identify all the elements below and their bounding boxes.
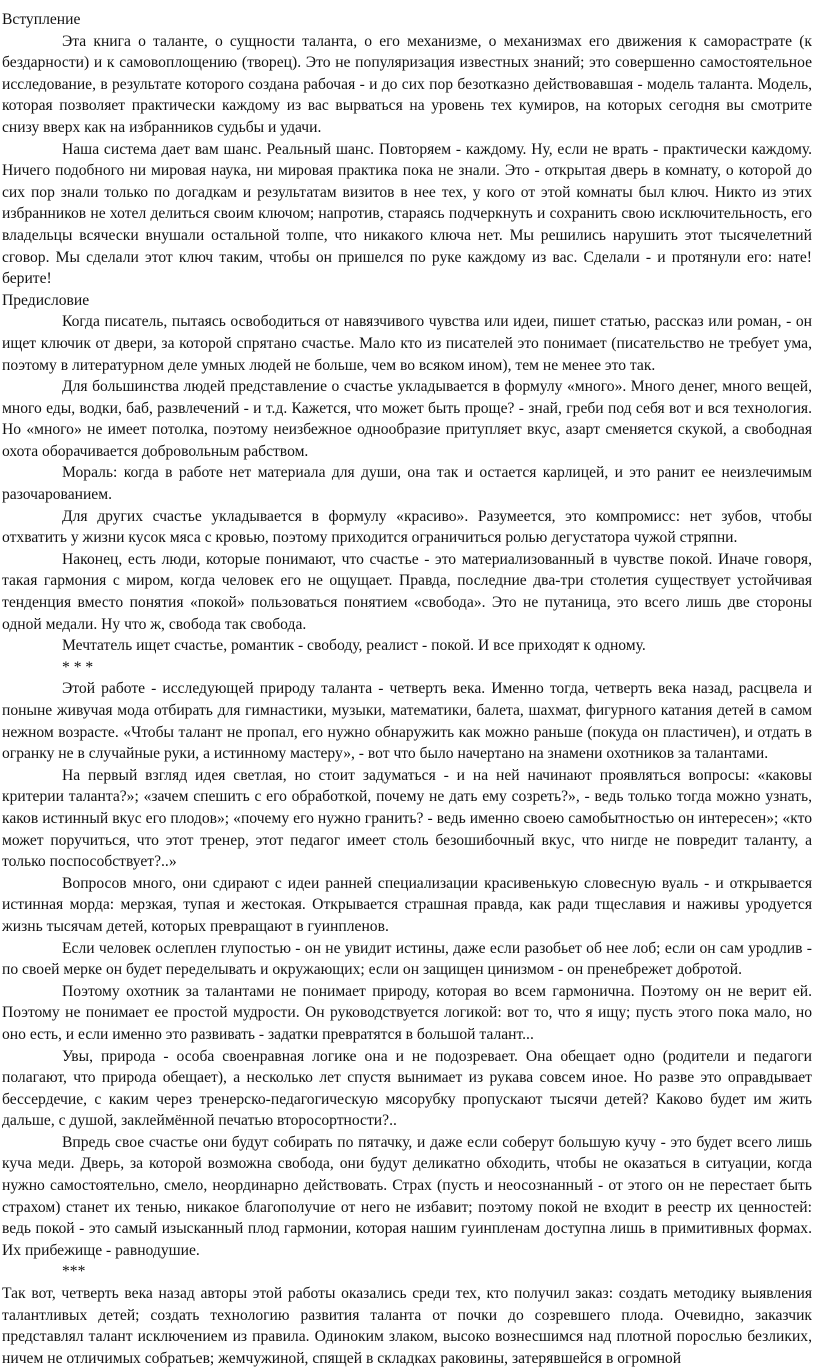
body-paragraph-6: Увы, природа - особа своенравная логике она и не подозревает. Она обещает одно (родители и педагоги полагают, что природа обещает), а несколько лет спустя вынимает из рукава совсем иное. Но разве это оправдывает бессердечие, с каким через тренерско-педагогическую мясорубку пропускают тысячи детей? Каково будет им жить дальше, с душой, заклеймённой печатью второсортности?..	[2, 1047, 812, 1130]
preface-paragraph-1: Когда писатель, пытаясь освободиться от навязчивого чувства или идеи, пишет статью, рассказ или роман, - он ищет ключик от двери, за которой спрятано счастье. Мало кто из писателей это понимает (писательство не требует ума, поэтому в литературном деле умных людей не больше, чем во всяком ином), тем не менее это так.	[2, 313, 812, 374]
intro-paragraph-1: Эта книга о таланте, о сущности таланта, о его механизме, о механизмах его движения к саморастрате (к бездарности) и к самовоплощению (творец). Это не популяризация известных знаний; это совершенно самостоятельное исследование, в результате которого создана рабочая - и до сих пор безотказно действовавшая - модель таланта. Модель, которая позволяет практически каждому из вас вырваться на уровень тех кумиров, на которых сегодня вы смотрите снизу вверх как на избранников судьбы и удачи.	[2, 32, 812, 136]
body-paragraph-7: Впредь свое счастье они будут собирать по пятачку, и даже если соберут большую кучу - это будет всего лишь куча меди. Дверь, за которой возможна свобода, они будут деликатно обходить, чтобы не оказаться в ситуации, когда нужно самостоятельно, смело, неординарно действовать. Страх (пусть и неосознанный - от этого он не перестает быть страхом) станет их тенью, никакое благополучие от него не избавит; поэтому покой не входит в реестр их ценностей: ведь покой - это самый изысканный плод гармонии, которая нашим гуинпленам доступна лишь в примитивных формах. Их прибежище - равнодушие.	[2, 1133, 812, 1259]
preface-paragraph-6: Мечтатель ищет счастье, романтик - свободу, реалист - покой. И все приходят к одному.	[62, 637, 646, 655]
preface-paragraph-5: Наконец, есть люди, которые понимают, что счастье - это материализованный в чувстве покой. Иначе говоря, такая гармония с миром, когда человек его не ощущает. Правда, последние два-три столетия существует устойчивая тенденция вместо понятия «покой» пользоваться понятием «свобода». Это не путаница, это всего лишь две стороны одной медали. Ну что ж, свобода так свобода.	[2, 550, 812, 633]
section-separator: * * *	[62, 658, 94, 676]
intro-paragraph-2: Наша система дает вам шанс. Реальный шанс. Повторяем - каждому. Ну, если не врать - практически каждому. Ничего подобного ни мировая наука, ни мировая практика пока не знали. Это - открытая дверь в комнату, о которой до сих пор знали только по догадкам и результатам визитов в нее тех, у кого от этой комнаты был ключ. Никто из этих избранников не хотел делиться своим ключом; напротив, стараясь подчеркнуть и сохранить свою исключительность, его владельцы всячески внушали остальной толпе, что никакого ключа нет. Мы решились нарушить этот тысячелетний сговор. Мы сделали этот ключ таким, чтобы он пришелся по руке каждому из вас. Сделали - и протянули его: нате! берите!	[2, 140, 812, 288]
body-paragraph-3: Вопросов много, они сдирают с идеи ранней специализации красивенькую словесную вуаль - и открывается истинная морда: мерзкая, тупая и жестокая. Открывается страшная правда, как ради тщеславия и наживы уродуется жизнь тысячам детей, которых превращают в гуинпленов.	[2, 874, 812, 935]
section-heading-introduction: Вступление	[2, 11, 81, 28]
preface-paragraph-2: Для большинства людей представление о счастье укладывается в формулу «много». Много денег, много вещей, много еды, водки, баб, развлечений - и т.д. Кажется, что может быть проще? - знай, греби под себя вот и вся технология. Но «много» не имеет потолка, поэтому неизбежное однообразие притупляет вкус, азарт сменяется скукой, а свободная охота оборачивается добровольным рабством.	[2, 378, 812, 460]
preface-paragraph-4: Для других счастье укладывается в формулу «красиво». Разумеется, это компромисс: нет зубов, чтобы отхватить у жизни кусок мяса с кровью, поэтому приходится ограничиться ролью дегустатора чужой стряпни.	[2, 507, 812, 547]
final-paragraph: Так вот, четверть века назад авторы этой работы оказались среди тех, кто получил заказ: создать методику выявления талантливых детей; создать технологию развития таланта от почки до созревшего плода. Очевидно, заказчик представлял талант исключением из правила. Одиноким злаком, высоко вознесшимся над плотной порослью безликих, ничем не отличимых собратьев; жемчужиной, спящей в складках раковины, затерявшейся в огромной	[2, 1285, 812, 1367]
body-paragraph-2: На первый взгляд идея светлая, но стоит задуматься - и на ней начинают проявляться вопросы: «каковы критерии таланта?»; «зачем спешить с его обработкой, почему не дать ему созреть?», - ведь только тогда можно узнать, каков истинный вкус его плодов»; «почему его нужно гранить? - ведь именно своею самобытностью он интересен»; «кто может поручиться, что этот тренер, этот педагог имеет столь безошибочный вкус, что нигде не повредит таланту, а только поспособствует?..»	[2, 766, 812, 871]
section-separator-2: ***	[62, 1263, 86, 1281]
section-heading-preface: Предисловие	[2, 291, 90, 309]
body-paragraph-4: Если человек ослеплен глупостью - он не увидит истины, даже если разобьет об нее лоб; если он сам уродлив - по своей мерке он будет переделывать и окружающих; если он защищен цинизмом - он пренебрежет добротой.	[2, 939, 812, 979]
preface-paragraph-3: Мораль: когда в работе нет материала для души, она так и остается карлицей, и это ранит ее неизлечимым разочарованием.	[2, 464, 812, 504]
body-paragraph-1: Этой работе - исследующей природу таланта - четверть века. Именно тогда, четверть века назад, расцвела и поныне живучая мода отбирать для гимнастики, музыки, математики, балета, шахмат, фигурного катания детей в самом нежном возрасте. «Чтобы талант не пропал, его нужно обнаружить как можно раньше (покуда он пластичен), и отдать в огранку не в случайные руки, а истинному мастеру», - вот что было начертано на знамени охотников за талантами.	[2, 680, 812, 763]
body-paragraph-5: Поэтому охотник за талантами не понимает природу, которая во всем гармонична. Поэтому он не верит ей. Поэтому не понимает ее простой мудрости. Он руководствуется логикой: вот то, что я ищу; пусть этого пока мало, но оно есть, и если именно это развивать - задатки превратятся в большой талант...	[2, 982, 812, 1043]
